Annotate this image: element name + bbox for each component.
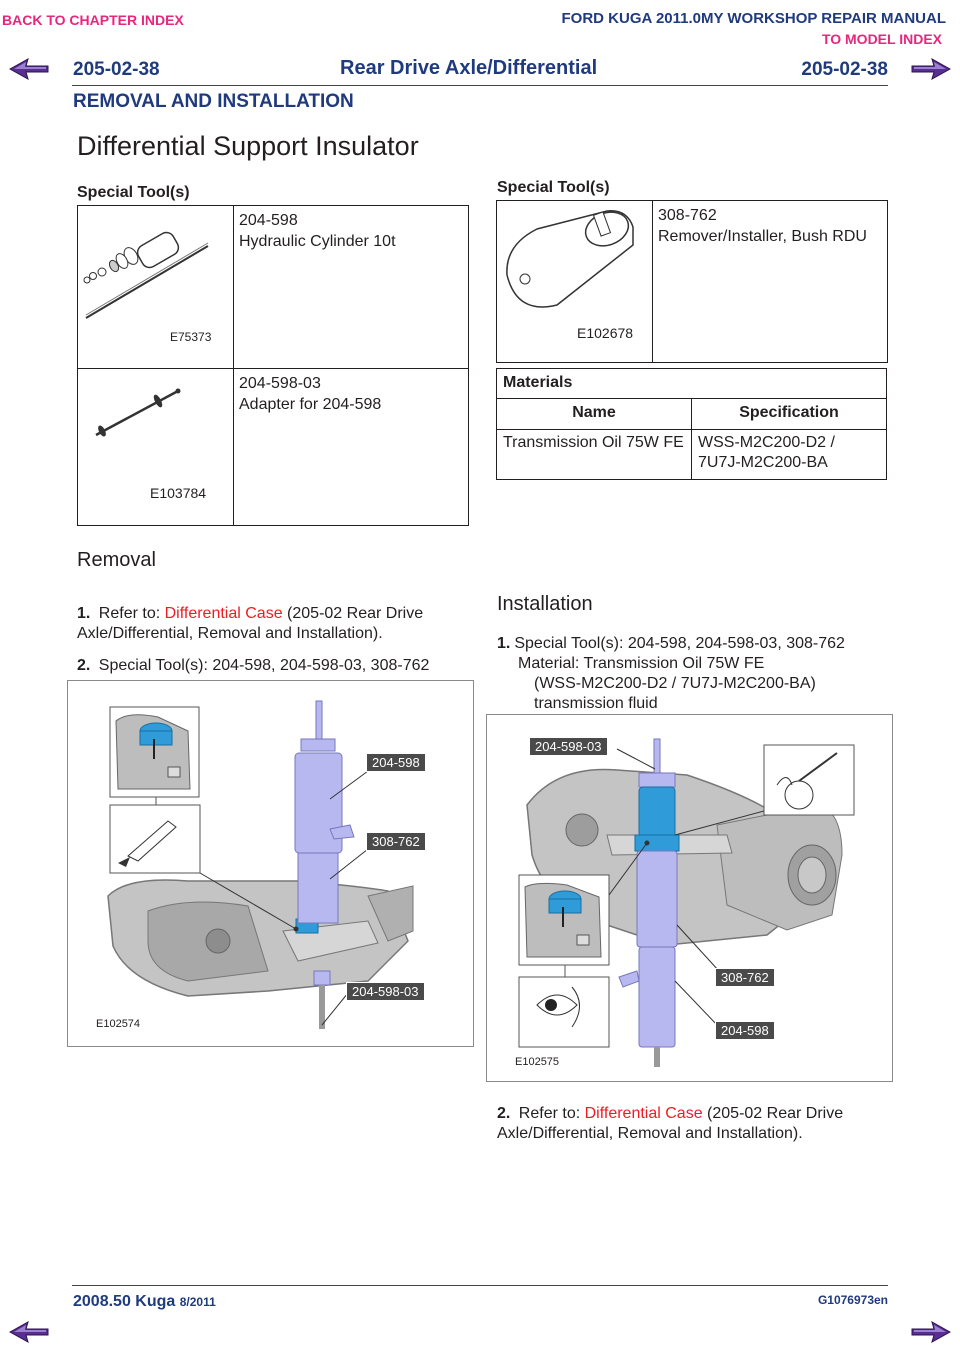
materials-heading: Materials	[497, 369, 887, 399]
special-tools-heading-right: Special Tool(s)	[497, 179, 610, 196]
tool-description	[234, 369, 469, 526]
footer-model	[73, 1293, 216, 1311]
step-text: Special Tool(s): 204-598, 204-598-03, 308-762	[98, 657, 430, 674]
materials-col-name: Name	[497, 399, 692, 430]
step-suffix: (205-02 Rear Drive Axle/Differential, Removal and Installation).	[77, 605, 424, 642]
header-rule	[72, 85, 888, 86]
bush-remover-tool-icon	[497, 205, 651, 325]
previous-page-arrow-icon[interactable]	[8, 58, 50, 80]
tool-number: 308-762	[658, 207, 717, 224]
tool-image-cell	[78, 369, 234, 526]
callout-204-598-03: 204-598-03	[346, 982, 425, 1001]
callout-204-598: 204-598	[366, 753, 426, 772]
tool-number: 204-598-03	[239, 375, 321, 392]
step-line: Material: Transmission Oil 75W FE	[518, 655, 765, 672]
removal-step-2	[77, 656, 429, 676]
step-prefix: Refer to:	[518, 1105, 585, 1122]
material-spec-cell: WSS-M2C200-D2 / 7U7J-M2C200-BA	[692, 430, 887, 480]
figure-code: E102575	[515, 1056, 560, 1068]
callout-308-762: 308-762	[366, 832, 426, 851]
tool-image-cell	[497, 201, 653, 363]
figure-code: E102574	[96, 1018, 141, 1030]
callout-308-762: 308-762	[715, 968, 775, 987]
special-tools-heading-left: Special Tool(s)	[77, 184, 190, 201]
section-code-right: 205-02-38	[801, 59, 888, 80]
tool-name: Hydraulic Cylinder 10t	[239, 233, 396, 250]
step-number: 1.	[497, 635, 511, 652]
installation-heading: Installation	[497, 593, 593, 615]
back-to-chapter-index-link[interactable]: BACK TO CHAPTER INDEX	[2, 12, 184, 28]
step-number: 2.	[77, 657, 91, 674]
materials-col-spec: Specification	[692, 399, 887, 430]
footer-date: 8/2011	[179, 1295, 216, 1309]
tool-description	[653, 201, 888, 363]
step-number: 2.	[497, 1105, 511, 1122]
next-page-arrow-icon[interactable]	[910, 1321, 952, 1343]
tool-name: Remover/Installer, Bush RDU	[658, 228, 867, 245]
section-code-left: 205-02-38	[73, 59, 160, 80]
section-heading: REMOVAL AND INSTALLATION	[73, 91, 354, 112]
removal-step-1	[77, 604, 467, 644]
page-title: Differential Support Insulator	[77, 131, 419, 161]
tool-number: 204-598	[239, 212, 298, 229]
callout-204-598: 204-598	[715, 1021, 775, 1040]
previous-page-arrow-icon[interactable]	[8, 1321, 50, 1343]
footer-model-name: 2008.50 Kuga	[73, 1293, 176, 1310]
step-suffix: (205-02 Rear Drive Axle/Differential, Removal and Installation).	[497, 1105, 844, 1142]
footer-doc-id: G1076973en	[817, 1293, 888, 1307]
footer-rule	[72, 1285, 888, 1286]
installation-step-1	[497, 634, 892, 714]
callout-204-598-03: 204-598-03	[529, 737, 608, 756]
installation-step-2	[497, 1104, 892, 1144]
to-model-index-link[interactable]: TO MODEL INDEX	[821, 31, 942, 47]
step-prefix: Refer to:	[98, 605, 165, 622]
adapter-tool-icon	[78, 373, 232, 493]
step-number: 1.	[77, 605, 91, 622]
step-line: Special Tool(s): 204-598, 204-598-03, 308-762	[514, 635, 845, 652]
figure-code: E75373	[170, 330, 212, 344]
materials-table	[496, 368, 887, 480]
figure-code: E102678	[577, 325, 634, 341]
special-tools-table-left	[77, 205, 469, 526]
differential-installation-illustration	[487, 715, 892, 1081]
tool-image-cell	[78, 206, 234, 369]
removal-heading: Removal	[77, 549, 156, 571]
manual-title: FORD KUGA 2011.0MY WORKSHOP REPAIR MANUAL	[561, 10, 946, 27]
removal-figure	[67, 680, 474, 1047]
tool-description	[234, 206, 469, 369]
step-line: transmission fluid	[534, 695, 658, 712]
material-name-cell: Transmission Oil 75W FE	[497, 430, 692, 480]
special-tools-table-right	[496, 200, 888, 363]
header-title: Rear Drive Axle/Differential	[340, 57, 598, 79]
tool-name: Adapter for 204-598	[239, 396, 382, 413]
next-page-arrow-icon[interactable]	[910, 58, 952, 80]
installation-figure	[486, 714, 893, 1082]
figure-code: E103784	[150, 485, 207, 501]
step-line: (WSS-M2C200-D2 / 7U7J-M2C200-BA)	[534, 675, 816, 692]
differential-case-link[interactable]: Differential Case	[584, 1105, 703, 1122]
differential-case-link[interactable]: Differential Case	[164, 605, 283, 622]
